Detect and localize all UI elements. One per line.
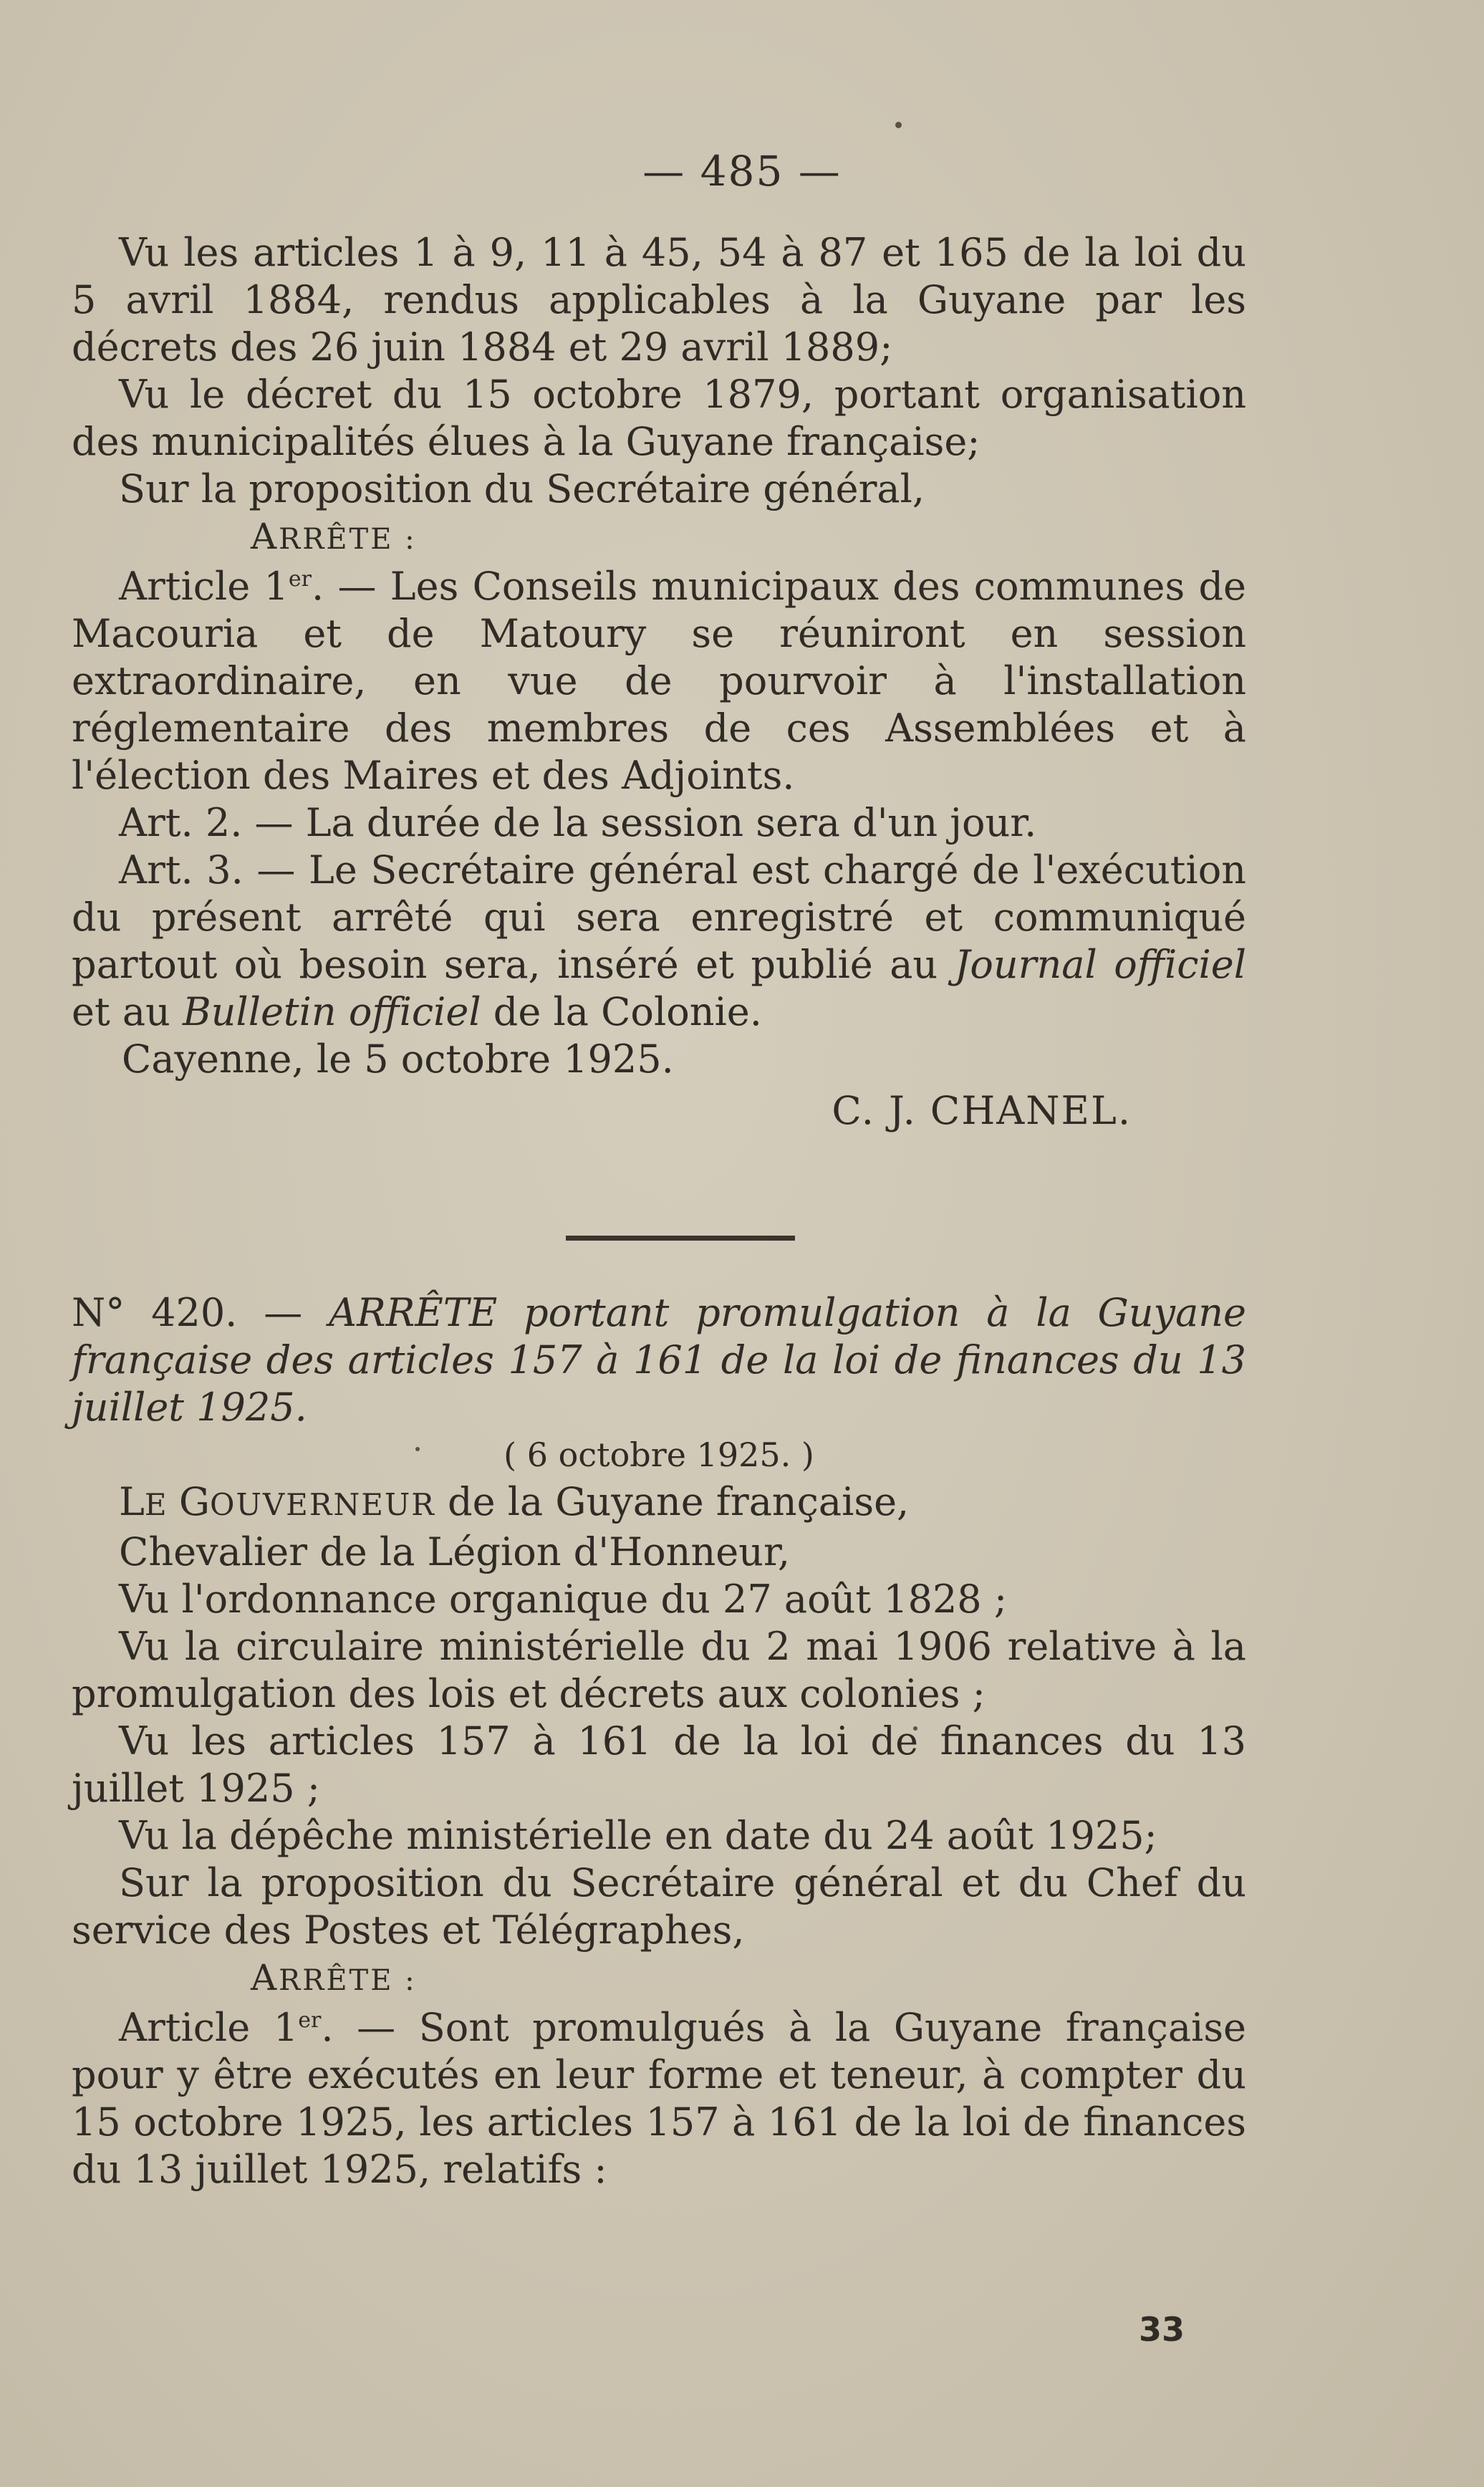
governor-line: LE GOUVERNEUR de la Guyane française, [119, 1479, 910, 1524]
paragraph-vu-depeche: Vu la dépêche ministérielle en date du 24 août 1925; [119, 1813, 1157, 1858]
decree-420 [72, 1289, 1246, 2193]
article-2: Art. 2. — La durée de la session sera d'un jour. [119, 800, 1037, 845]
paragraph-vu-loi: Vu les articles 1 à 9, 11 à 45, 54 à 87 et 165 de la loi du 5 avril 1884, rendus applicables à la Guyane par les décrets des 26 juin 1884 et 29 avril 1889; [72, 230, 1246, 370]
signature: C. J. CHANEL. [832, 1088, 1132, 1133]
article-3: Art. 3. — Le Secrétaire général est chargé de l'exécution du présent arrêté qui sera enregistré et communiqué partout où besoin sera, inséré et publié au Journal officiel et au Bulletin officiel de la Colonie. [72, 847, 1246, 1034]
decree-title: N° 420. — ARRÊTE portant promulgation à la Guyane française des articles 157 à 161 de la loi de finances du 13 juillet 1925. [72, 1290, 1246, 1430]
paragraph-proposition: Sur la proposition du Secrétaire général et du Chef du service des Postes et Télégraphes, [72, 1860, 1246, 1953]
paragraph-vu-articles: Vu les articles 157 à 161 de la loi de finances du 13 juillet 1925 ; [72, 1718, 1246, 1811]
arrete-heading: ARRÊTE : [251, 1957, 417, 1998]
decree-date: ( 6 octobre 1925. ) [504, 1435, 814, 1474]
chevalier-line: Chevalier de la Légion d'Honneur, [119, 1529, 791, 1574]
article-1: Article 1er. — Sont promulgués à la Guyane française pour y être exécutés en leur forme et teneur, à compter du 15 octobre 1925, les articles 157 à 161 de la loi de finances du 13 juillet 1925, relatifs : [72, 2005, 1246, 2192]
article-1: Article 1er. — Les Conseils municipaux des communes de Macouria et de Matoury se réuniront en session extraordinaire, en vue de pourvoir à l'installation réglementaire des membres de ces Assemblées et à l'élection des Maires et des Adjoints. [72, 564, 1246, 798]
page-number: — 485 — [642, 147, 842, 196]
date-line: Cayenne, le 5 octobre 1925. [122, 1036, 674, 1082]
decree-continuation [72, 229, 1246, 1135]
paragraph-vu-circulaire: Vu la circulaire ministérielle du 2 mai 1906 relative à la promulgation des lois et décrets aux colonies ; [72, 1624, 1246, 1716]
paragraph-vu-decret: Vu le décret du 15 octobre 1879, portant organisation des municipalités élues à la Guyane française; [72, 372, 1246, 464]
paragraph-proposition: Sur la proposition du Secrétaire général, [119, 466, 925, 511]
section-divider [566, 1236, 795, 1241]
ink-speck [895, 122, 902, 128]
arrete-heading: ARRÊTE : [251, 516, 417, 557]
folio-number: 33 [1139, 2310, 1185, 2349]
paragraph-vu-ordonnance: Vu l'ordonnance organique du 27 août 1828 ; [119, 1577, 1008, 1622]
